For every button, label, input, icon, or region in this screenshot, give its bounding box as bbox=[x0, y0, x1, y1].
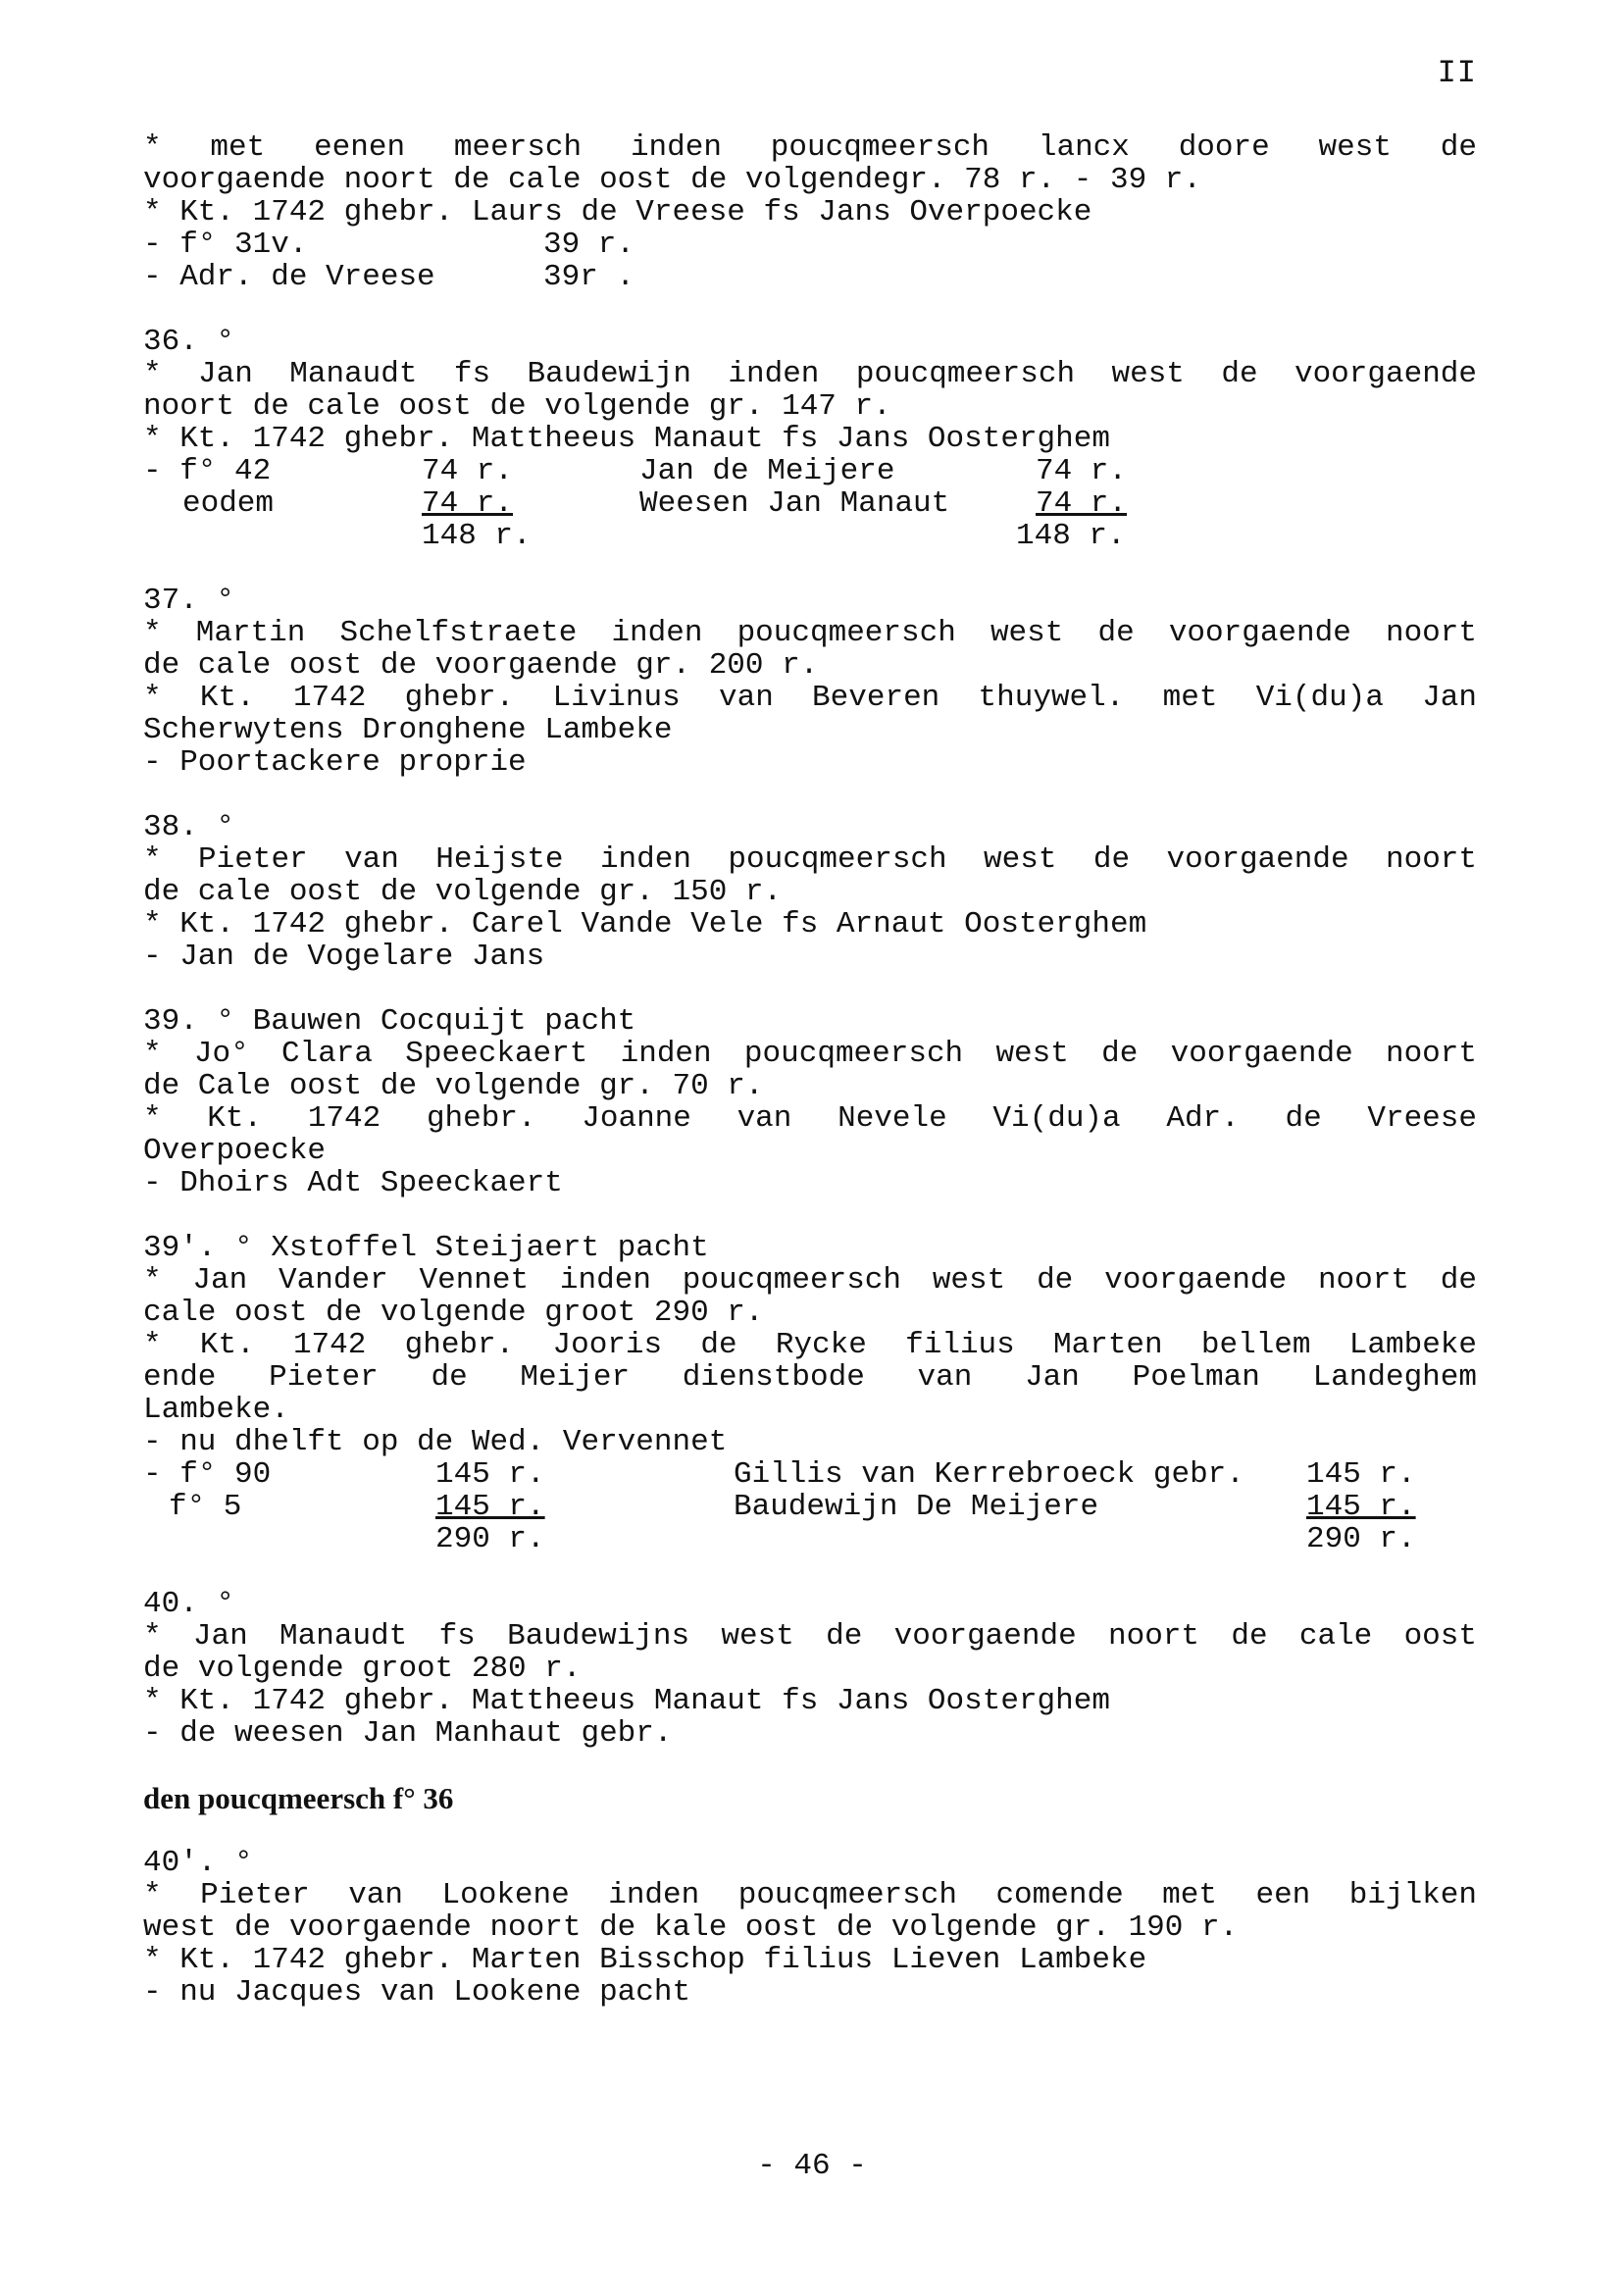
entry-line: * Kt. 1742 ghebr. Carel Vande Vele fs Arnaut Oosterghem bbox=[143, 907, 1147, 942]
entry-line: - Jan de Vogelare Jans bbox=[143, 940, 545, 974]
entry-line: * met eenen meersch inden poucqmeersch lancx doore west de bbox=[143, 130, 1477, 165]
amount: 145 r. bbox=[1306, 1457, 1416, 1492]
entry-line: de cale oost de volgende gr. 150 r. bbox=[143, 875, 783, 909]
entry-line: * Kt. 1742 ghebr. Mattheeus Manaut fs Jans Oosterghem bbox=[143, 422, 1110, 456]
entry-line: - nu Jacques van Lookene pacht bbox=[143, 1975, 691, 2010]
entry-number: 36. ° bbox=[143, 325, 235, 359]
entry-40-prime bbox=[143, 1847, 1477, 2009]
table-row bbox=[143, 1458, 1477, 1491]
folio-amount: 39r . bbox=[543, 260, 635, 294]
entry-line: de Cale oost de volgende gr. 70 r. bbox=[143, 1069, 764, 1103]
entry-line: * Jo° Clara Speeckaert inden poucqmeersch west de voorgaende noort bbox=[143, 1037, 1477, 1071]
entry-39-prime bbox=[143, 1232, 1477, 1555]
folio-label: - f° 90 bbox=[143, 1457, 272, 1492]
amount: 145 r. bbox=[435, 1490, 545, 1524]
entry-36 bbox=[143, 326, 1477, 552]
table-row bbox=[143, 1491, 1477, 1523]
entry-line: Scherwytens Dronghene Lambeke bbox=[143, 713, 673, 747]
entry-35 bbox=[143, 131, 1477, 293]
entry-line: Lambeke. bbox=[143, 1393, 289, 1427]
entry-line: * Martin Schelfstraete inden poucqmeersch west de voorgaende noort bbox=[143, 616, 1477, 650]
entry-line: Overpoecke bbox=[143, 1134, 327, 1168]
folio-label: eodem bbox=[182, 486, 275, 521]
entry-line: ende Pieter de Meijer dienstbode van Jan Poelman Landeghem bbox=[143, 1360, 1477, 1395]
table-row bbox=[143, 455, 1477, 487]
entry-line: * Jan Manaudt fs Baudewijn inden poucqmeersch west de voorgaende bbox=[143, 357, 1477, 391]
holder-name: Jan de Meijere bbox=[639, 454, 895, 488]
holder-name: Gillis van Kerrebroeck gebr. bbox=[734, 1457, 1244, 1492]
entry-line: * Kt. 1742 ghebr. Laurs de Vreese fs Jans Overpoecke bbox=[143, 195, 1092, 229]
total-amount: 290 r. bbox=[435, 1522, 545, 1556]
entry-37 bbox=[143, 585, 1477, 779]
amount: 145 r. bbox=[1306, 1490, 1416, 1524]
entry-line: * Kt. 1742 ghebr. Mattheeus Manaut fs Jans Oosterghem bbox=[143, 1684, 1110, 1718]
entry-number: 38. ° bbox=[143, 810, 235, 844]
folio-amount: 39 r. bbox=[543, 228, 635, 262]
entry-38 bbox=[143, 811, 1477, 973]
holder-name: Weesen Jan Manaut bbox=[639, 486, 950, 521]
entry-line: - Dhoirs Adt Speeckaert bbox=[143, 1166, 563, 1200]
entry-line: * Pieter van Heijste inden poucqmeersch west de voorgaende noort bbox=[143, 842, 1477, 877]
entry-line: cale oost de volgende groot 290 r. bbox=[143, 1296, 764, 1330]
entry-number: 39. ° Bauwen Cocquijt pacht bbox=[143, 1004, 636, 1039]
table-row-total bbox=[143, 1523, 1477, 1555]
folio-label: - f° 42 bbox=[143, 454, 272, 488]
amount: 74 r. bbox=[1036, 454, 1128, 488]
entry-line: * Jan Vander Vennet inden poucqmeersch west de voorgaende noort de bbox=[143, 1263, 1477, 1298]
entry-line: * Kt. 1742 ghebr. Livinus van Beveren thuywel. met Vi(du)a Jan bbox=[143, 681, 1477, 715]
entry-line: * Pieter van Lookene inden poucqmeersch comende met een bijlken bbox=[143, 1878, 1477, 1912]
table-row-total bbox=[143, 520, 1477, 552]
total-amount: 290 r. bbox=[1306, 1522, 1416, 1556]
folio-label: - f° 31v. bbox=[143, 228, 308, 262]
entry-line: * Kt. 1742 ghebr. Jooris de Rycke filius Marten bellem Lambeke bbox=[143, 1328, 1477, 1362]
folio-row bbox=[143, 229, 1477, 261]
entry-line: voorgaende noort de cale oost de volgendegr. 78 r. - 39 r. bbox=[143, 163, 1201, 197]
entry-line: de volgende groot 280 r. bbox=[143, 1652, 582, 1686]
amount: 74 r. bbox=[1036, 486, 1128, 521]
entry-line: * Kt. 1742 ghebr. Joanne van Nevele Vi(du)a Adr. de Vreese bbox=[143, 1101, 1477, 1136]
entry-line: * Kt. 1742 ghebr. Marten Bisschop filius Lieven Lambeke bbox=[143, 1943, 1147, 1977]
entry-line: - Poortackere proprie bbox=[143, 745, 527, 780]
entry-number: 40. ° bbox=[143, 1587, 235, 1621]
page-roman-numeral: II bbox=[1437, 55, 1477, 91]
entry-number: 37. ° bbox=[143, 584, 235, 618]
folio-label: - Adr. de Vreese bbox=[143, 260, 435, 294]
entry-number: 40'. ° bbox=[143, 1846, 253, 1880]
entry-39 bbox=[143, 1005, 1477, 1199]
entry-line: * Jan Manaudt fs Baudewijns west de voorgaende noort de cale oost bbox=[143, 1619, 1477, 1654]
page-number: - 46 - bbox=[757, 2149, 867, 2183]
entry-line: de cale oost de voorgaende gr. 200 r. bbox=[143, 648, 819, 683]
entry-line: west de voorgaende noort de kale oost de volgende gr. 190 r. bbox=[143, 1910, 1239, 1945]
section-heading: den poucqmeersch f° 36 bbox=[143, 1781, 454, 1815]
entry-number: 39'. ° Xstoffel Steijaert pacht bbox=[143, 1231, 709, 1265]
document-body bbox=[143, 131, 1477, 2009]
amount: 74 r. bbox=[422, 454, 514, 488]
total-amount: 148 r. bbox=[1016, 519, 1126, 553]
entry-40 bbox=[143, 1588, 1477, 1750]
entry-line: noort de cale oost de volgende gr. 147 r. bbox=[143, 389, 891, 424]
entry-line: - de weesen Jan Manhaut gebr. bbox=[143, 1716, 673, 1751]
holder-name: Baudewijn De Meijere bbox=[734, 1490, 1099, 1524]
total-amount: 148 r. bbox=[422, 519, 532, 553]
folio-row bbox=[143, 261, 1477, 293]
amount: 145 r. bbox=[435, 1457, 545, 1492]
amount: 74 r. bbox=[422, 486, 514, 521]
table-row bbox=[143, 487, 1477, 520]
entry-line: - nu dhelft op de Wed. Vervennet bbox=[143, 1425, 728, 1459]
folio-label: f° 5 bbox=[169, 1490, 242, 1524]
